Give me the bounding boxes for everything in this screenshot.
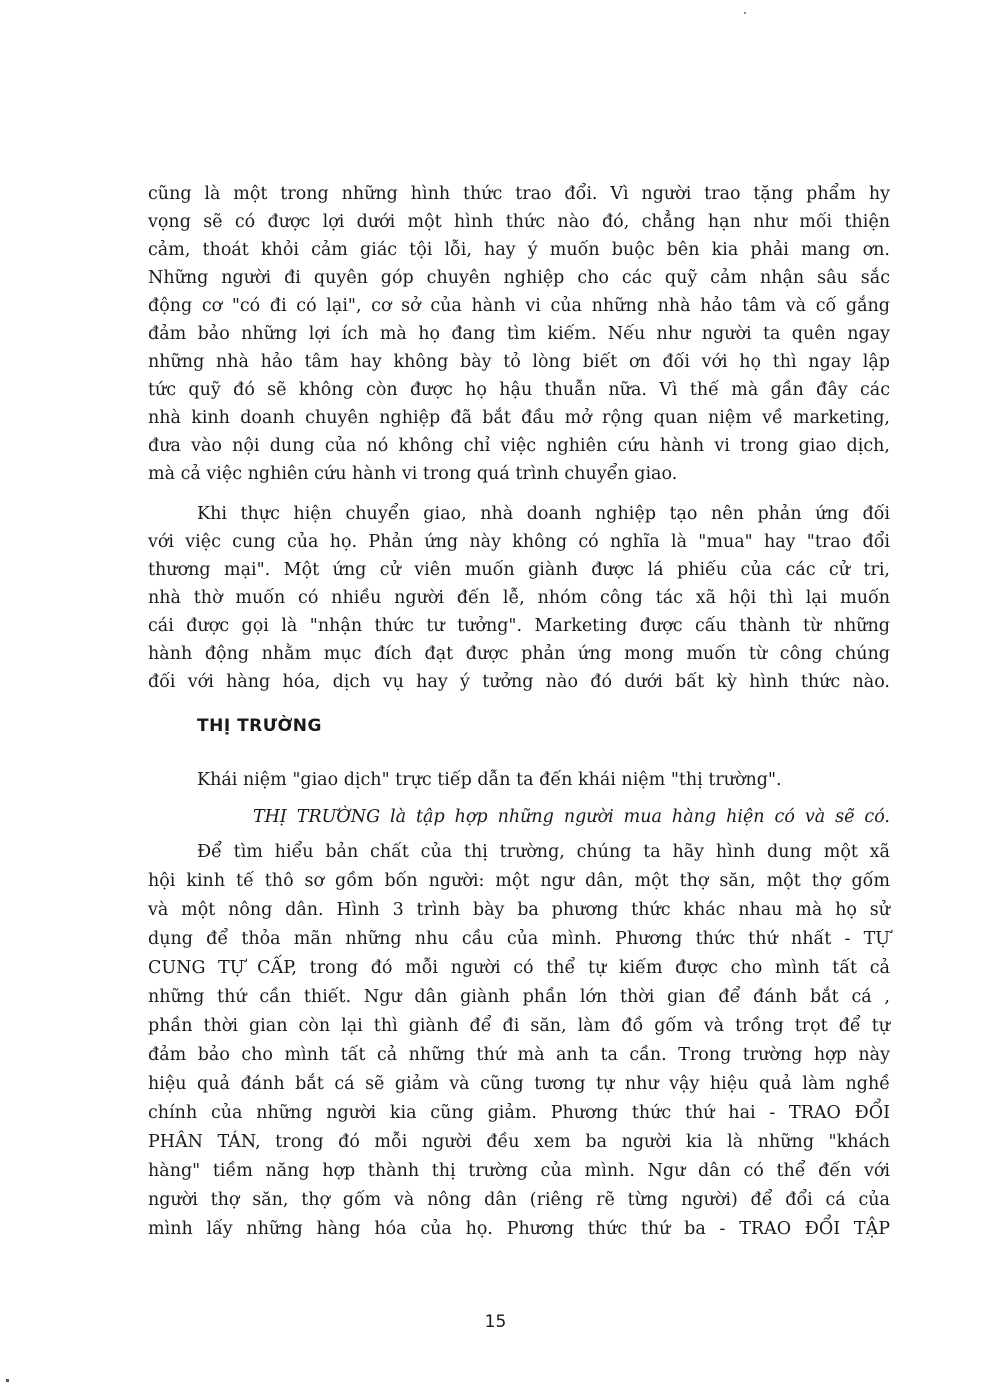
body-line: và một nông dân. Hình 3 trình bày ba phương thức khác nhau mà họ sử: [148, 900, 890, 920]
body-line: cũng là một trong những hình thức trao đổi. Vì người trao tặng phẩm hy: [148, 184, 890, 204]
body-line: dụng để thỏa mãn những nhu cầu của mình. Phương thức thứ nhất - TỰ: [148, 929, 890, 949]
definition-line: THỊ TRƯỜNG là tập hợp những người mua hàng hiện có và sẽ có.: [253, 807, 890, 827]
body-line: với việc cung của họ. Phản ứng này không có nghĩa là "mua" hay "trao đổi: [148, 532, 890, 552]
body-line: nhà thờ muốn có nhiều người đến lễ, nhóm công tác xã hội thì lại muốn: [148, 588, 890, 608]
body-line: mình lấy những hàng hóa của họ. Phương thức thứ ba - TRAO ĐỔI TẬP: [148, 1219, 890, 1239]
body-line: PHÂN TÁN, trong đó mỗi người đều xem ba người kia là những "khách: [148, 1132, 890, 1152]
body-line: đưa vào nội dung của nó không chỉ việc nghiên cứu hành vi trong giao dịch,: [148, 436, 890, 456]
section-heading: THỊ TRƯỜNG: [197, 716, 322, 736]
body-line: động cơ "có đi có lại", cơ sở của hành vi của những nhà hảo tâm và cố gắng: [148, 296, 890, 316]
body-line: Những người đi quyên góp chuyên nghiệp cho các quỹ cảm nhận sâu sắc: [148, 268, 890, 288]
body-line: những thứ cần thiết. Ngư dân giành phần lớn thời gian để đánh bắt cá ,: [148, 987, 890, 1007]
body-line: cái được gọi là "nhận thức tư tưởng". Marketing được cấu thành từ những: [148, 616, 890, 636]
body-line: đảm bảo cho mình tất cả những thứ mà anh ta cần. Trong trường hợp này: [148, 1045, 890, 1065]
body-line: đảm bảo những lợi ích mà họ đang tìm kiếm. Nếu như người ta quên ngay: [148, 324, 890, 344]
body-line: tức quỹ đó sẽ không còn được họ hậu thuẫn nữa. Vì thế mà gần đây các: [148, 380, 890, 400]
body-line: thương mại". Một ứng cử viên muốn giành được lá phiếu của các cử tri,: [148, 560, 890, 580]
body-line: vọng sẽ có được lợi dưới một hình thức nào đó, chẳng hạn như mối thiện: [148, 212, 890, 232]
body-line: những nhà hảo tâm hay không bày tỏ lòng biết ơn đối với họ thì ngay lập: [148, 352, 890, 372]
body-line: chính của những người kia cũng giảm. Phương thức thứ hai - TRAO ĐỔI: [148, 1103, 890, 1123]
body-line: nhà kinh doanh chuyên nghiệp đã bắt đầu mở rộng quan niệm về marketing,: [148, 408, 890, 428]
body-line: hành động nhằm mục đích đạt được phản ứng mong muốn từ công chúng: [148, 644, 890, 664]
body-line: hàng" tiềm năng hợp thành thị trường của mình. Ngư dân có thể đến với: [148, 1161, 890, 1181]
body-line: đối với hàng hóa, dịch vụ hay ý tưởng nào đó dưới bất kỳ hình thức nào.: [148, 672, 890, 692]
body-line: người thợ săn, thợ gốm và nông dân (riêng rẽ từng người) để đổi cá của: [148, 1190, 890, 1210]
body-line: CUNG TỰ CẤP, trong đó mỗi người có thể tự kiếm được cho mình tất cả: [148, 958, 890, 978]
body-line: mà cả việc nghiên cứu hành vi trong quá trình chuyển giao.: [148, 464, 678, 484]
body-line: cảm, thoát khỏi cảm giác tội lỗi, hay ý muốn buộc bên kia phải mang ơn.: [148, 240, 890, 260]
scan-speck: [6, 1379, 9, 1382]
body-line: Khi thực hiện chuyển giao, nhà doanh nghiệp tạo nên phản ứng đối: [197, 504, 890, 524]
body-line: hội kinh tế thô sơ gồm bốn người: một ngư dân, một thợ săn, một thợ gốm: [148, 871, 890, 891]
page-number: 15: [484, 1312, 507, 1332]
body-line: hiệu quả đánh bắt cá sẽ giảm và cũng tương tự như vậy hiệu quả làm nghề: [148, 1074, 890, 1094]
body-line: Để tìm hiểu bản chất của thị trường, chúng ta hãy hình dung một xã: [197, 842, 890, 862]
intro-line: Khái niệm "giao dịch" trực tiếp dẫn ta đến khái niệm "thị trường".: [197, 770, 782, 790]
body-line: phần thời gian còn lại thì giành để đi săn, làm đồ gốm và trồng trọt để tự: [148, 1016, 890, 1036]
